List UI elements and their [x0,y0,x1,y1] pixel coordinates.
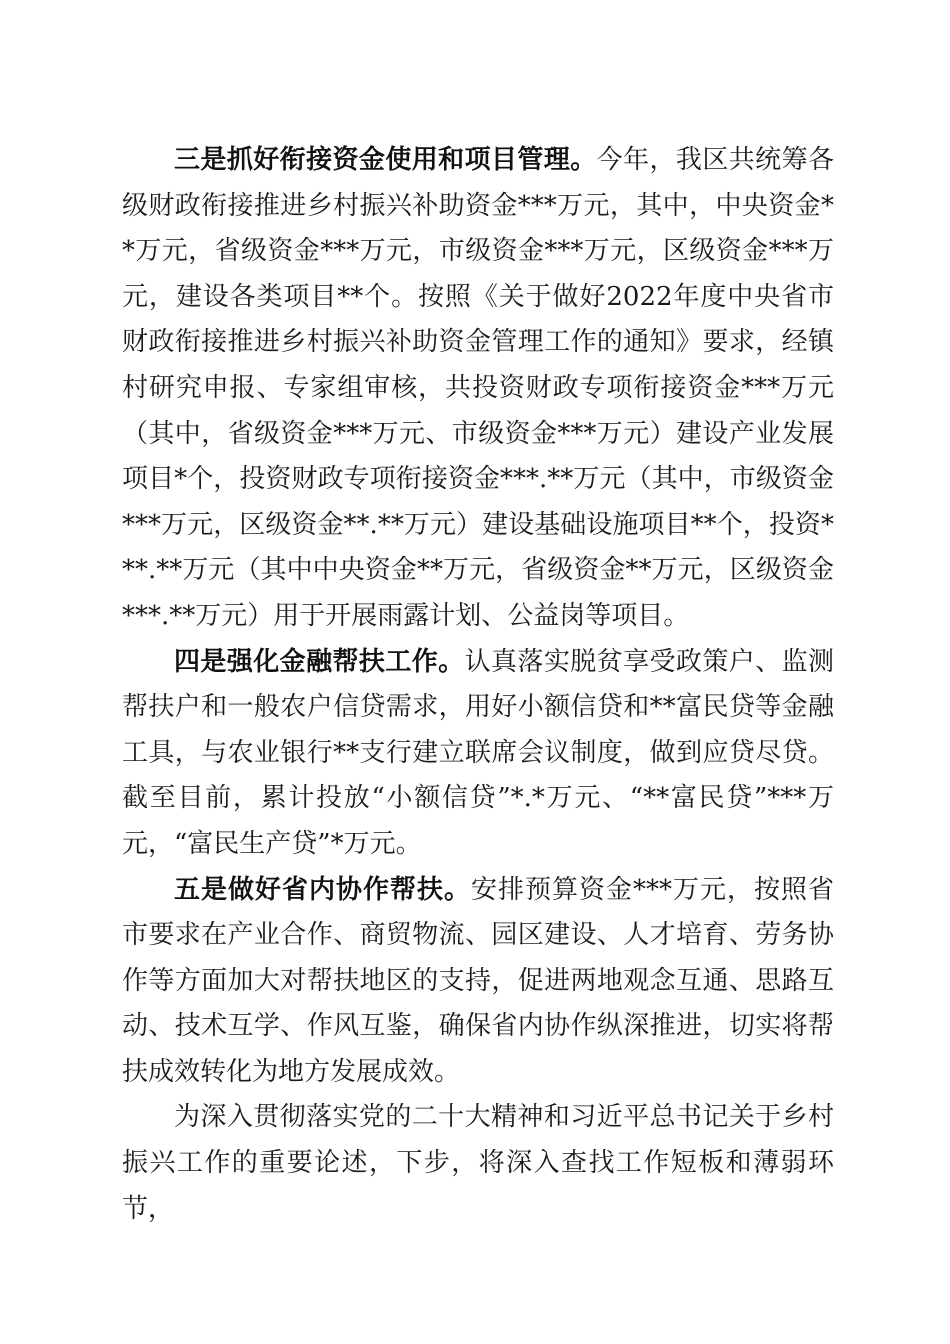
paragraph-text: 为深入贯彻落实党的二十大精神和习近平总书记关于乡村振兴工作的重要论述，下步，将深入查找工作短板和薄弱环节， [122,1102,834,1224]
paragraph-financial-support [122,640,834,868]
paragraph-text: 安排预算资金***万元，按照省市要求在产业合作、商贸物流、园区建设、人才培育、劳务协作等方面加大对帮扶地区的支持，促进两地观念互通、思路互动、技术互学、作风互鉴，确保省内协作纵深推进，切实将帮扶成效转化为地方发展成效。 [122,874,834,1087]
paragraph-text: 认真落实脱贫享受政策户、监测帮扶户和一般农户信贷需求，用好小额信贷和**富民贷等金融工具，与农业银行**支行建立联席会议制度，做到应贷尽贷。截至目前，累计投放“小额信贷”*.*万元、“**富民贷”***万元，“富民生产贷”*万元。 [122,646,834,859]
paragraph-text: 今年，我区共统筹各级财政衔接推进乡村振兴补助资金***万元，其中，中央资金**万元，省级资金***万元，市级资金***万元，区级资金***万元，建设各类项目**个。按照《关于做好2022年度中央省市财政衔接推进乡村振兴补助资金管理工作的通知》要求，经镇村研究申报、专家组审核，共投资财政专项衔接资金***万元（其中，省级资金***万元、市级资金***万元）建设产业发展项目*个，投资财政专项衔接资金***.**万元（其中，市级资金***万元，区级资金**.**万元）建设基础设施项目**个，投资***.**万元（其中中央资金**万元，省级资金**万元，区级资金***.**万元）用于开展雨露计划、公益岗等项目。 [122,145,834,631]
paragraph-next-steps [122,1095,834,1232]
paragraph-provincial-cooperation [122,868,834,1096]
paragraph-heading: 五是做好省内协作帮扶。 [174,874,471,905]
document-body [122,138,834,1232]
paragraph-heading: 三是抓好衔接资金使用和项目管理。 [174,145,597,175]
paragraph-heading: 四是强化金融帮扶工作。 [174,646,465,677]
paragraph-fund-management [122,138,834,640]
